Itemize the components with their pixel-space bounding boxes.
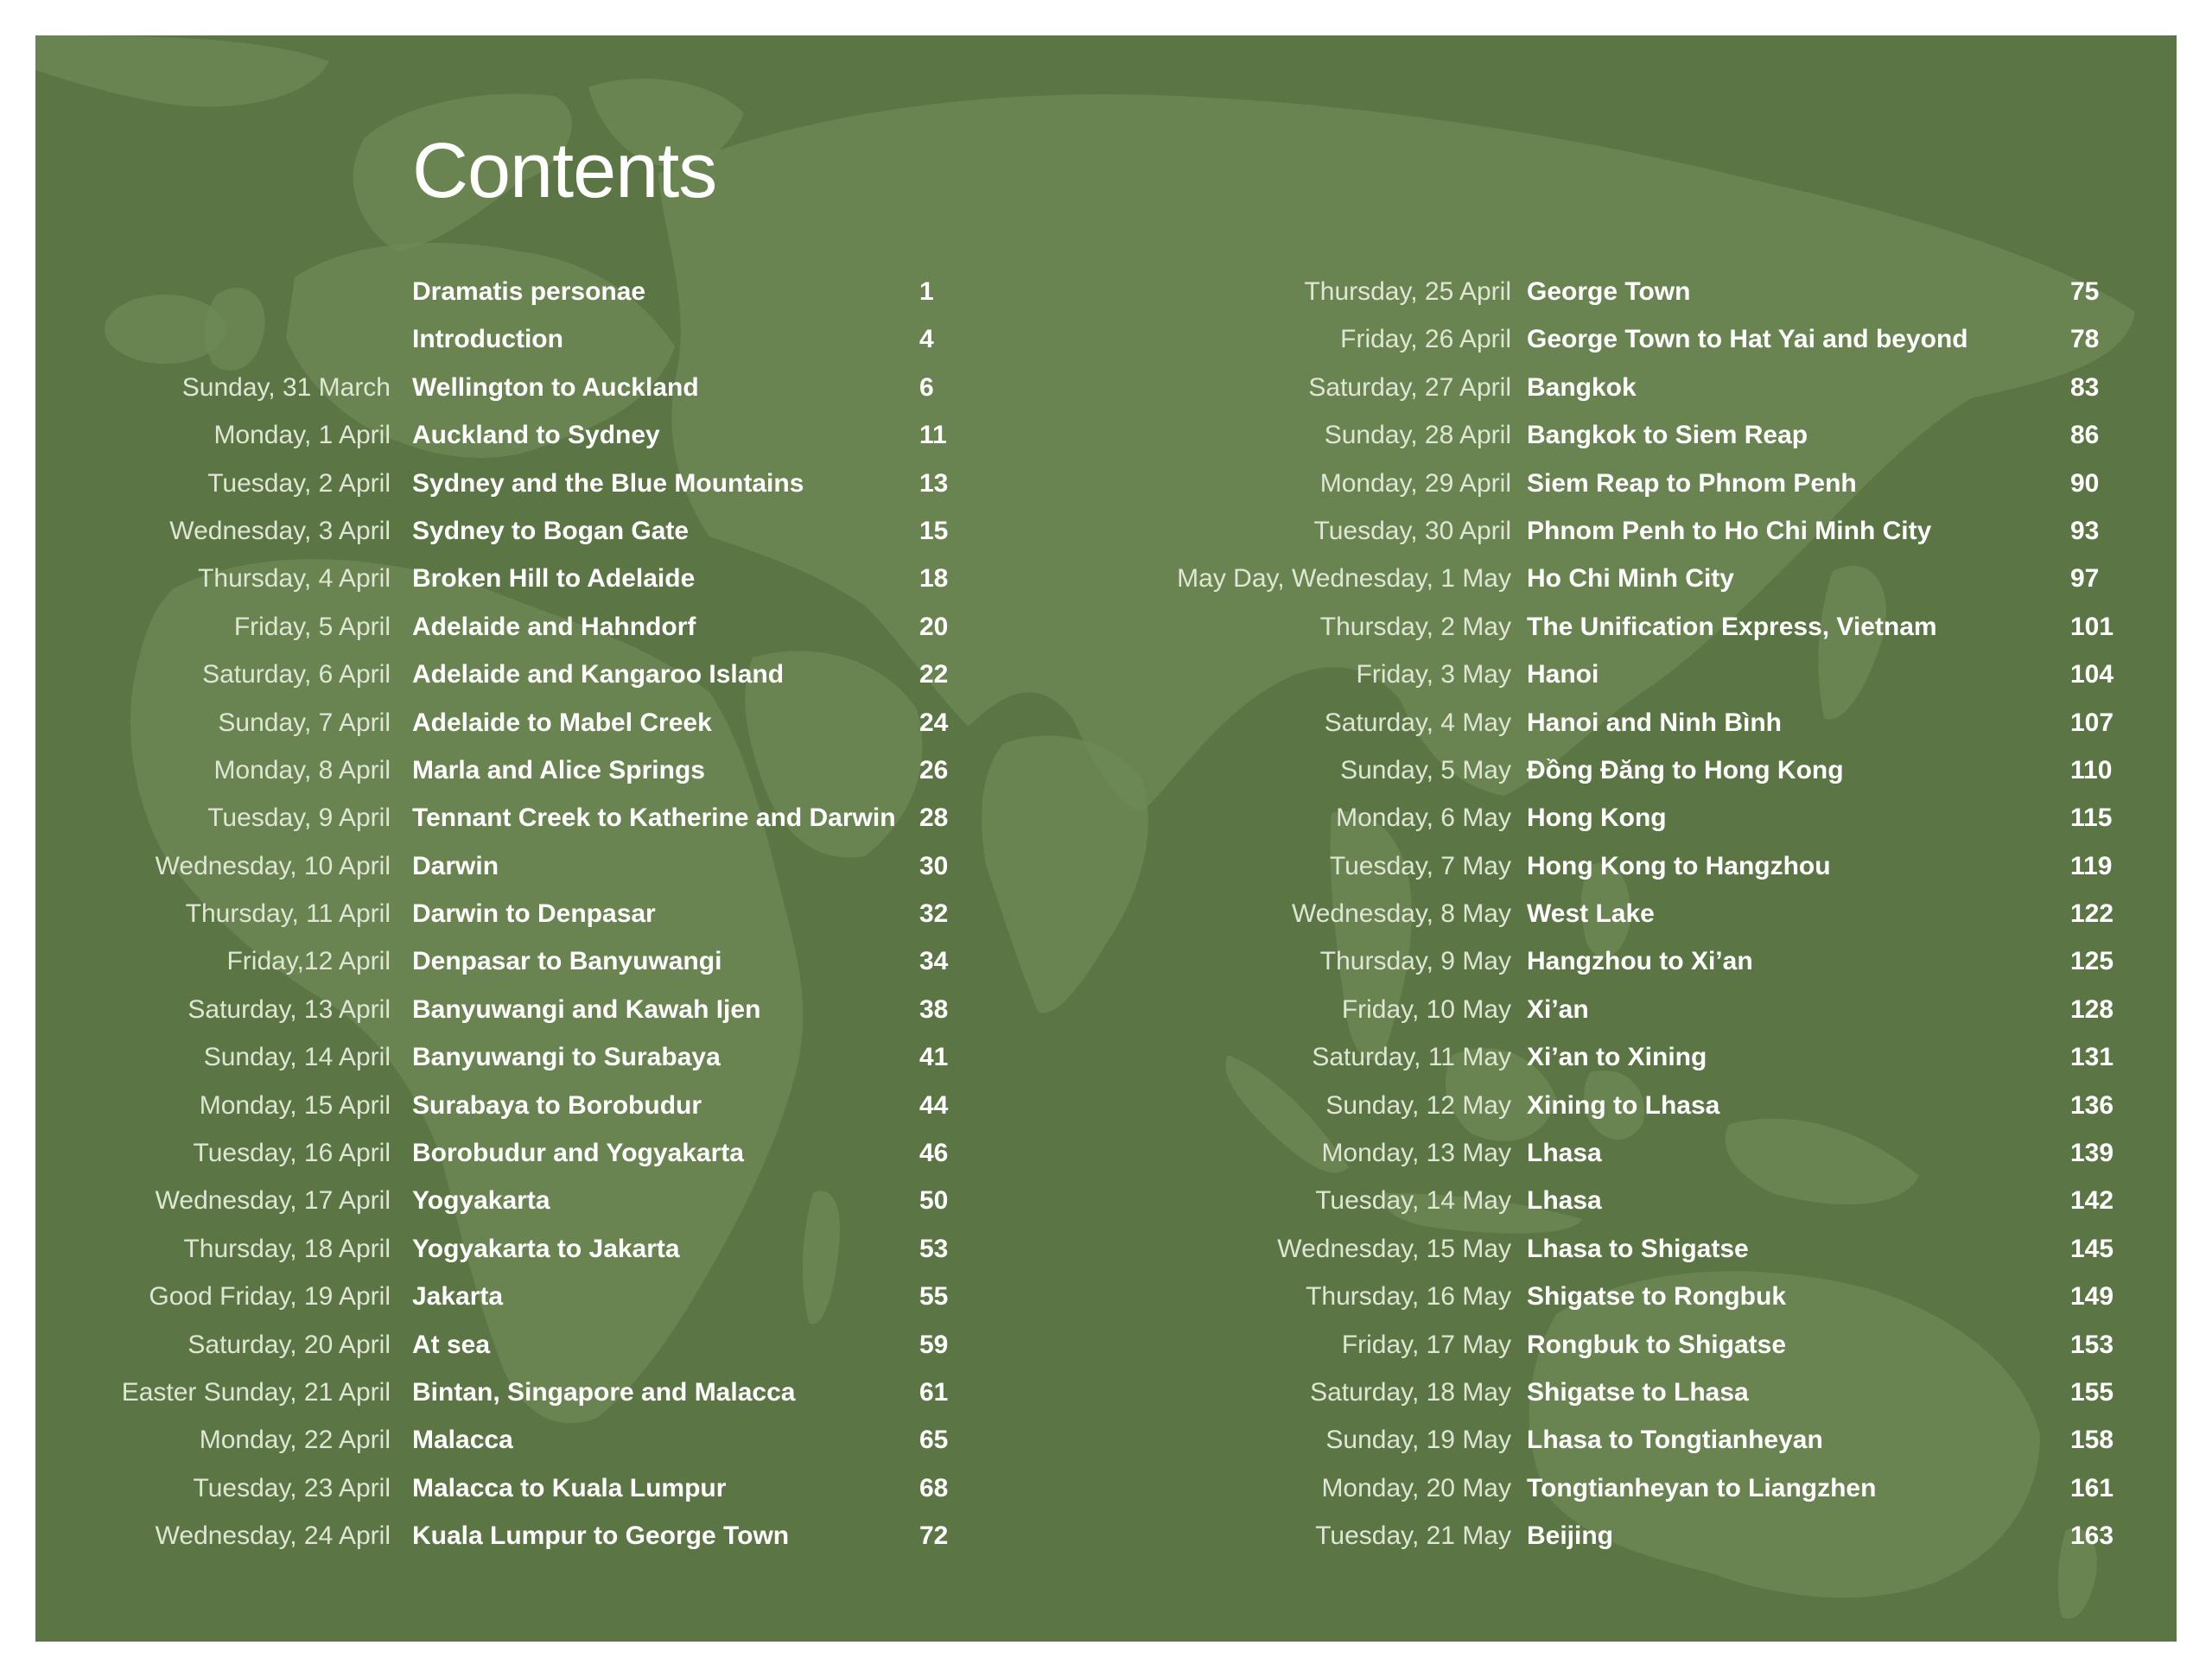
entry-page-number: 122 <box>2070 899 2114 929</box>
entry-page-number: 13 <box>919 468 949 498</box>
entry-date: Wednesday, 15 May <box>1277 1234 1511 1263</box>
entry-page-number: 15 <box>919 516 949 545</box>
contents-entry <box>1124 1082 2144 1129</box>
entry-chapter-title: Hong Kong to Hangzhou <box>1527 851 1831 880</box>
contents-page <box>35 35 2177 1642</box>
contents-entry <box>1124 411 2144 459</box>
entry-chapter-title: Malacca <box>412 1426 513 1455</box>
entry-page-number: 131 <box>2070 1043 2114 1072</box>
entry-page-number: 44 <box>919 1090 949 1120</box>
entry-date: Sunday, 12 May <box>1325 1090 1511 1120</box>
entry-page-number: 72 <box>919 1521 949 1551</box>
contents-entry <box>35 555 1020 602</box>
entry-chapter-title: Siem Reap to Phnom Penh <box>1527 468 1857 498</box>
entry-date: Thursday, 16 May <box>1306 1282 1511 1312</box>
entry-page-number: 26 <box>919 755 949 785</box>
contents-entry <box>35 1082 1020 1129</box>
entry-page-number: 163 <box>2070 1521 2114 1551</box>
entry-chapter-title: Lhasa <box>1527 1139 1602 1168</box>
entry-date: Sunday, 28 April <box>1324 421 1511 450</box>
entry-chapter-title: Introduction <box>412 325 563 354</box>
entry-date: Thursday, 2 May <box>1319 612 1511 641</box>
entry-date: Sunday, 31 March <box>181 372 391 402</box>
entry-page-number: 53 <box>919 1234 949 1263</box>
page-title: Contents <box>412 128 717 214</box>
entry-page-number: 128 <box>2070 994 2114 1024</box>
entry-chapter-title: Adelaide and Kangaroo Island <box>412 660 785 689</box>
entry-page-number: 34 <box>919 947 949 976</box>
entry-chapter-title: Banyuwangi to Surabaya <box>412 1043 721 1072</box>
contents-entry <box>1124 555 2144 602</box>
entry-date: Sunday, 5 May <box>1340 755 1511 785</box>
contents-entry <box>1124 1464 2144 1512</box>
contents-entry <box>1124 890 2144 937</box>
entry-date: Friday, 17 May <box>1341 1330 1511 1359</box>
contents-entry <box>1124 364 2144 411</box>
entry-chapter-title: Tennant Creek to Katherine and Darwin <box>412 804 896 833</box>
entry-date: Sunday, 19 May <box>1325 1426 1511 1455</box>
entry-date: Tuesday, 2 April <box>207 468 391 498</box>
entry-page-number: 119 <box>2070 851 2113 880</box>
entry-page-number: 68 <box>919 1473 949 1502</box>
contents-entry <box>1124 1321 2144 1369</box>
contents-entry <box>1124 651 2144 698</box>
entry-date: Easter Sunday, 21 April <box>121 1377 391 1407</box>
entry-date: Monday, 15 April <box>199 1090 391 1120</box>
contents-entry <box>1124 937 2144 985</box>
entry-chapter-title: Hanoi <box>1527 660 1599 689</box>
entry-chapter-title: Tongtianheyan to Liangzhen <box>1527 1473 1877 1502</box>
entry-page-number: 38 <box>919 994 949 1024</box>
entry-chapter-title: Hangzhou to Xi’an <box>1527 947 1753 976</box>
contents-entry <box>1124 1177 2144 1224</box>
entry-page-number: 115 <box>2070 804 2113 833</box>
entry-page-number: 75 <box>2070 277 2100 306</box>
entry-page-number: 6 <box>919 372 934 402</box>
contents-entry <box>35 842 1020 890</box>
entry-page-number: 107 <box>2070 708 2114 737</box>
contents-entry <box>1124 699 2144 746</box>
entry-page-number: 50 <box>919 1186 949 1216</box>
entry-chapter-title: Borobudur and Yogyakarta <box>412 1139 744 1168</box>
contents-entry <box>1124 603 2144 651</box>
entry-date: Sunday, 7 April <box>218 708 391 737</box>
contents-entry <box>1124 268 2144 315</box>
entry-chapter-title: Broken Hill to Adelaide <box>412 564 696 594</box>
entry-date: Tuesday, 7 May <box>1329 851 1511 880</box>
entry-page-number: 65 <box>919 1426 949 1455</box>
contents-entry <box>35 986 1020 1033</box>
entry-page-number: 97 <box>2070 564 2100 594</box>
entry-date: Saturday, 11 May <box>1312 1043 1511 1072</box>
entry-date: Tuesday, 21 May <box>1315 1521 1511 1551</box>
entry-chapter-title: Rongbuk to Shigatse <box>1527 1330 1786 1359</box>
entry-chapter-title: Xi’an to Xining <box>1527 1043 1707 1072</box>
entry-date: Thursday, 18 April <box>183 1234 391 1263</box>
entry-page-number: 161 <box>2070 1473 2114 1502</box>
entry-page-number: 145 <box>2070 1234 2114 1263</box>
entry-chapter-title: Surabaya to Borobudur <box>412 1090 702 1120</box>
contents-entry <box>1124 507 2144 555</box>
entry-page-number: 78 <box>2070 325 2100 354</box>
entry-date: Monday, 13 May <box>1321 1139 1511 1168</box>
entry-date: Wednesday, 8 May <box>1291 899 1511 929</box>
entry-chapter-title: Bintan, Singapore and Malacca <box>412 1377 796 1407</box>
contents-entry <box>35 268 1020 315</box>
contents-entry <box>35 460 1020 507</box>
entry-date: Thursday, 11 April <box>185 899 391 929</box>
contents-entry <box>1124 746 2144 794</box>
entry-chapter-title: Lhasa to Tongtianheyan <box>1527 1426 1823 1455</box>
entry-date: Monday, 1 April <box>213 421 391 450</box>
entry-page-number: 59 <box>919 1330 949 1359</box>
contents-column-right <box>1124 268 2144 1560</box>
contents-entry <box>1124 460 2144 507</box>
entry-page-number: 20 <box>919 612 949 641</box>
entry-chapter-title: George Town to Hat Yai and beyond <box>1527 325 1968 354</box>
entry-page-number: 136 <box>2070 1090 2114 1120</box>
entry-date: Tuesday, 23 April <box>193 1473 391 1502</box>
entry-page-number: 41 <box>919 1043 949 1072</box>
contents-entry <box>1124 842 2144 890</box>
entry-chapter-title: Marla and Alice Springs <box>412 755 705 785</box>
entry-chapter-title: Malacca to Kuala Lumpur <box>412 1473 727 1502</box>
contents-entry <box>35 1129 1020 1177</box>
entry-date: Saturday, 18 May <box>1310 1377 1511 1407</box>
entry-date: Sunday, 14 April <box>203 1043 391 1072</box>
entry-page-number: 158 <box>2070 1426 2114 1455</box>
entry-chapter-title: Lhasa <box>1527 1186 1602 1216</box>
contents-entry <box>35 1369 1020 1416</box>
entry-page-number: 4 <box>919 325 934 354</box>
entry-chapter-title: West Lake <box>1527 899 1655 929</box>
entry-page-number: 125 <box>2070 947 2114 976</box>
entry-date: Saturday, 13 April <box>188 994 391 1024</box>
entry-chapter-title: Hanoi and Ninh Bình <box>1527 708 1782 737</box>
entry-page-number: 93 <box>2070 516 2100 545</box>
entry-chapter-title: Beijing <box>1527 1521 1614 1551</box>
entry-date: Saturday, 6 April <box>202 660 391 689</box>
entry-page-number: 155 <box>2070 1377 2114 1407</box>
entry-chapter-title: Hong Kong <box>1527 804 1667 833</box>
entry-chapter-title: Yogyakarta to Jakarta <box>412 1234 680 1263</box>
entry-page-number: 153 <box>2070 1330 2114 1359</box>
entry-date: Wednesday, 3 April <box>169 516 391 545</box>
contents-entry <box>1124 1416 2144 1464</box>
entry-date: Monday, 8 April <box>213 755 391 785</box>
contents-entry <box>35 603 1020 651</box>
entry-chapter-title: Phnom Penh to Ho Chi Minh City <box>1527 516 1932 545</box>
entry-date: Monday, 6 May <box>1336 804 1511 833</box>
entry-date: Wednesday, 17 April <box>155 1186 391 1216</box>
entry-page-number: 61 <box>919 1377 949 1407</box>
entry-date: Good Friday, 19 April <box>149 1282 391 1312</box>
contents-entry <box>35 794 1020 842</box>
entry-chapter-title: Darwin <box>412 851 499 880</box>
entry-chapter-title: Sydney to Bogan Gate <box>412 516 690 545</box>
contents-entry <box>35 651 1020 698</box>
entry-date: Monday, 20 May <box>1321 1473 1511 1502</box>
contents-entry <box>1124 1129 2144 1177</box>
entry-date: Saturday, 4 May <box>1324 708 1511 737</box>
entry-chapter-title: Sydney and the Blue Mountains <box>412 468 804 498</box>
entry-date: Thursday, 9 May <box>1319 947 1511 976</box>
entry-chapter-title: Ho Chi Minh City <box>1527 564 1734 594</box>
entry-chapter-title: Xi’an <box>1527 994 1589 1024</box>
contents-entry <box>1124 1033 2144 1081</box>
entry-chapter-title: Đồng Đăng to Hong Kong <box>1527 755 1844 785</box>
entry-chapter-title: Kuala Lumpur to George Town <box>412 1521 790 1551</box>
entry-page-number: 28 <box>919 804 949 833</box>
contents-entry <box>1124 1369 2144 1416</box>
entry-page-number: 83 <box>2070 372 2100 402</box>
entry-chapter-title: Shigatse to Lhasa <box>1527 1377 1749 1407</box>
entry-page-number: 32 <box>919 899 949 929</box>
entry-date: Thursday, 4 April <box>198 564 391 594</box>
contents-entry <box>35 364 1020 411</box>
entry-page-number: 149 <box>2070 1282 2114 1312</box>
contents-entry <box>35 411 1020 459</box>
entry-chapter-title: Banyuwangi and Kawah Ijen <box>412 994 761 1024</box>
contents-entry <box>35 699 1020 746</box>
entry-date: Friday,12 April <box>226 947 391 976</box>
entry-date: Monday, 29 April <box>1319 468 1511 498</box>
contents-entry <box>35 1273 1020 1320</box>
contents-entry <box>35 315 1020 363</box>
entry-page-number: 18 <box>919 564 949 594</box>
contents-entry <box>1124 1273 2144 1320</box>
entry-date: Friday, 26 April <box>1340 325 1511 354</box>
entry-page-number: 101 <box>2070 612 2114 641</box>
entry-page-number: 11 <box>919 421 947 450</box>
entry-chapter-title: George Town <box>1527 277 1691 306</box>
entry-chapter-title: Dramatis personae <box>412 277 646 306</box>
entry-chapter-title: Lhasa to Shigatse <box>1527 1234 1749 1263</box>
entry-date: Tuesday, 16 April <box>193 1139 391 1168</box>
contents-entry <box>1124 315 2144 363</box>
entry-chapter-title: Jakarta <box>412 1282 504 1312</box>
entry-page-number: 86 <box>2070 421 2100 450</box>
entry-date: Friday, 10 May <box>1341 994 1511 1024</box>
entry-page-number: 110 <box>2070 755 2113 785</box>
entry-date: Thursday, 25 April <box>1304 277 1511 306</box>
entry-chapter-title: Adelaide to Mabel Creek <box>412 708 712 737</box>
entry-chapter-title: Bangkok <box>1527 372 1637 402</box>
contents-entry <box>1124 794 2144 842</box>
contents-entry <box>35 507 1020 555</box>
entry-date: May Day, Wednesday, 1 May <box>1177 564 1511 594</box>
entry-chapter-title: Darwin to Denpasar <box>412 899 656 929</box>
entry-date: Tuesday, 14 May <box>1315 1186 1511 1216</box>
entry-page-number: 55 <box>919 1282 949 1312</box>
entry-date: Friday, 3 May <box>1356 660 1511 689</box>
contents-entry <box>35 937 1020 985</box>
contents-entry <box>35 1033 1020 1081</box>
entry-page-number: 24 <box>919 708 949 737</box>
entry-page-number: 1 <box>919 277 934 306</box>
entry-chapter-title: Wellington to Auckland <box>412 372 699 402</box>
contents-entry <box>35 1177 1020 1224</box>
contents-entry <box>1124 1225 2144 1273</box>
entry-chapter-title: Yogyakarta <box>412 1186 550 1216</box>
entry-chapter-title: Auckland to Sydney <box>412 421 660 450</box>
entry-date: Wednesday, 10 April <box>155 851 391 880</box>
contents-entry <box>35 746 1020 794</box>
contents-entry <box>35 1321 1020 1369</box>
entry-chapter-title: Xining to Lhasa <box>1527 1090 1720 1120</box>
entry-date: Tuesday, 30 April <box>1313 516 1511 545</box>
entry-page-number: 46 <box>919 1139 949 1168</box>
entry-date: Friday, 5 April <box>233 612 391 641</box>
entry-page-number: 139 <box>2070 1139 2114 1168</box>
entry-chapter-title: Bangkok to Siem Reap <box>1527 421 1808 450</box>
entry-date: Wednesday, 24 April <box>155 1521 391 1551</box>
entry-chapter-title: At sea <box>412 1330 491 1359</box>
contents-column-left <box>35 268 1020 1560</box>
entry-page-number: 22 <box>919 660 949 689</box>
entry-page-number: 142 <box>2070 1186 2114 1216</box>
entry-page-number: 90 <box>2070 468 2100 498</box>
contents-entry <box>35 1416 1020 1464</box>
entry-chapter-title: Adelaide and Hahndorf <box>412 612 696 641</box>
contents-entry <box>35 890 1020 937</box>
contents-entry <box>1124 986 2144 1033</box>
entry-date: Monday, 22 April <box>199 1426 391 1455</box>
entry-page-number: 104 <box>2070 660 2114 689</box>
contents-entry <box>35 1225 1020 1273</box>
contents-entry <box>35 1512 1020 1559</box>
entry-date: Saturday, 20 April <box>188 1330 391 1359</box>
contents-entry <box>1124 1512 2144 1559</box>
entry-date: Tuesday, 9 April <box>207 804 391 833</box>
entry-chapter-title: Denpasar to Banyuwangi <box>412 947 722 976</box>
entry-date: Saturday, 27 April <box>1308 372 1511 402</box>
entry-chapter-title: Shigatse to Rongbuk <box>1527 1282 1786 1312</box>
entry-chapter-title: The Unification Express, Vietnam <box>1527 612 1937 641</box>
entry-page-number: 30 <box>919 851 949 880</box>
contents-entry <box>35 1464 1020 1512</box>
